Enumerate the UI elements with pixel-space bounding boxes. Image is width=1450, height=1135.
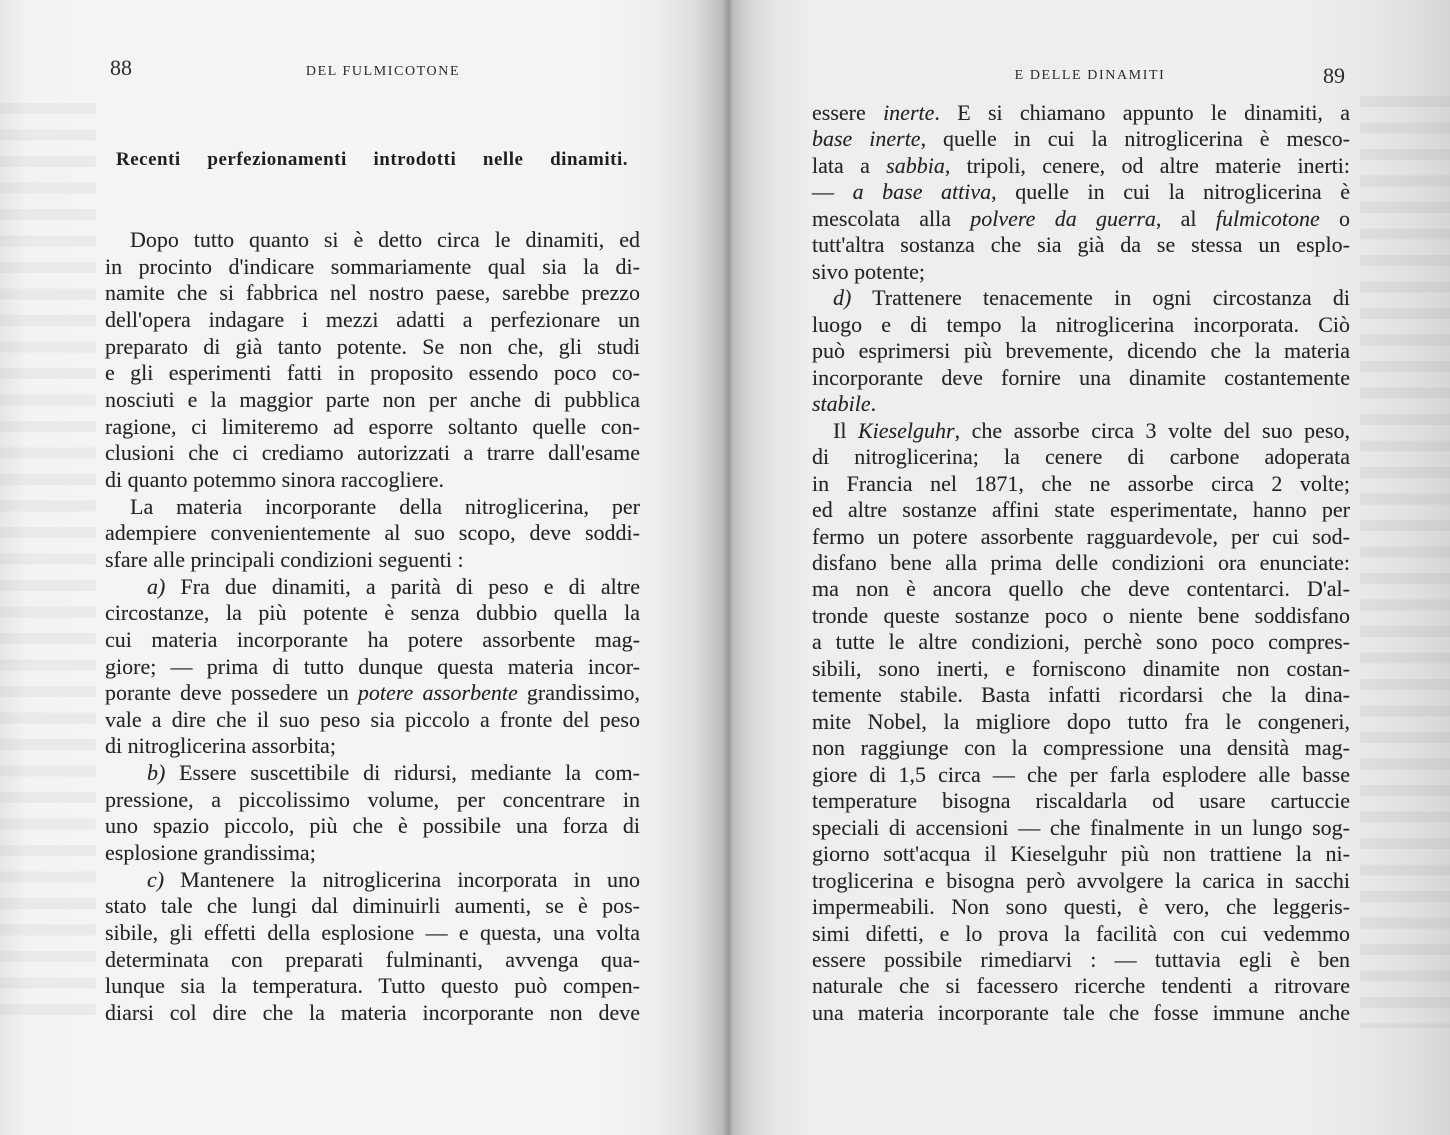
line-text: namite che si fabbrica nel nostro paese, sarebbe prezzo	[105, 280, 640, 306]
text-line	[812, 603, 1350, 629]
line-text: una materia incorporante tale che fosse immune anche	[812, 999, 1350, 1025]
line-text: determinata con preparati fulminanti, avvenga qua-	[105, 946, 640, 972]
italic-text: stabile	[812, 391, 871, 417]
text-line	[812, 179, 1350, 205]
continued-paragraph	[812, 100, 1350, 285]
text-line	[812, 921, 1350, 947]
line-text: Essere suscettibile di ridursi, mediante la com-	[165, 760, 640, 786]
text-line	[812, 497, 1350, 523]
line-text: o	[1319, 205, 1350, 231]
text-line	[812, 576, 1350, 602]
line-text: speciali di accensioni — che finalmente in un lungo sog-	[812, 814, 1350, 840]
page-number: 88	[110, 55, 132, 80]
line-text: incorporante deve fornire una dinamite costantemente	[812, 364, 1350, 390]
line-text: temperature bisogna riscaldarla od usare cartuccie	[812, 788, 1350, 814]
condition-item	[105, 867, 640, 1027]
line-text: non raggiunge con la compressione una densità mag-	[812, 735, 1350, 761]
line-text: di nitroglicerina assorbita;	[105, 733, 336, 759]
line-text: disfano bene alla prima delle condizioni ora enunciate:	[812, 549, 1350, 575]
line-text: simi difetti, e lo prova la facilità con cui vedemmo	[812, 920, 1350, 946]
paragraph	[105, 227, 640, 494]
line-text: impermeabili. Non sono questi, è vero, che leggeris-	[812, 894, 1350, 920]
line-text: Il	[833, 417, 858, 443]
text-line	[812, 815, 1350, 841]
italic-text: a base attiva	[852, 179, 992, 205]
text-line	[105, 920, 640, 947]
line-text: ragione, ci limiteremo ad esporre soltanto quelle con-	[105, 413, 640, 439]
text-column	[105, 227, 640, 1027]
line-text: dell'opera indagare i mezzi adatti a perfezionare un	[105, 306, 640, 332]
paragraph	[105, 494, 640, 574]
text-line	[812, 762, 1350, 788]
text-line	[812, 365, 1350, 391]
line-text: .	[870, 391, 877, 417]
line-text: , tripoli, cenere, od altre materie inerti:	[944, 152, 1350, 178]
text-line	[812, 629, 1350, 655]
condition-item	[105, 574, 640, 761]
line-text: nosciuti e la maggior parte non per anche di pubblica	[105, 386, 640, 412]
line-text: sivo potente;	[812, 258, 926, 284]
condition-item	[105, 760, 640, 867]
line-text: , al	[1155, 205, 1216, 231]
text-line	[812, 550, 1350, 576]
text-line	[105, 520, 640, 547]
text-line	[812, 232, 1350, 258]
text-column	[812, 100, 1350, 1026]
line-text: —	[812, 179, 853, 205]
page-number: 89	[1323, 63, 1345, 88]
text-line	[105, 733, 640, 760]
line-text: , quelle in cui la nitroglicerina è mesco-	[920, 126, 1350, 152]
line-text: tutt'altra sostanza che sia già da se stessa un esplo-	[812, 232, 1350, 258]
text-line	[105, 1000, 640, 1027]
line-text: , che assorbe circa 3 volte del suo peso,	[954, 417, 1350, 443]
text-line	[105, 760, 640, 787]
italic-text: inerte	[883, 100, 935, 125]
italic-text: a)	[147, 573, 166, 599]
line-text: in Francia nel 1871, che ne assorbe circa 2 volte;	[812, 470, 1350, 496]
line-text: e gli esperimenti fatti in proposito essendo poco co-	[105, 360, 640, 386]
text-line	[812, 471, 1350, 497]
text-line	[812, 285, 1350, 311]
line-text: esplosione grandissima;	[105, 840, 316, 866]
line-text: sfare alle principali condizioni seguenti :	[105, 546, 464, 572]
italic-text: fulmicotone	[1215, 205, 1320, 231]
line-text: preparato di già tanto potente. Se non che, gli studi	[105, 333, 640, 359]
text-line	[812, 841, 1350, 867]
line-text: in procinto d'indicare sommariamente qual sia la di-	[105, 253, 640, 279]
italic-text: b)	[147, 760, 166, 786]
line-text: La materia incorporante della nitroglicerina, per	[130, 493, 640, 519]
text-line	[105, 547, 640, 574]
text-line	[812, 418, 1350, 444]
line-text: grandissimo,	[517, 680, 640, 706]
line-text: sibili, sono inerti, e forniscono dinamite non costan-	[812, 655, 1350, 681]
text-line	[105, 334, 640, 361]
text-line	[105, 254, 640, 281]
text-line	[812, 391, 1350, 417]
text-line	[812, 206, 1350, 232]
text-line	[812, 656, 1350, 682]
text-line	[105, 787, 640, 814]
text-line	[105, 227, 640, 254]
text-line	[812, 709, 1350, 735]
text-line	[812, 947, 1350, 973]
text-line	[812, 524, 1350, 550]
line-text: sibile, gli effetti della esplosione — e questa, una volta	[105, 920, 640, 946]
text-line	[812, 126, 1350, 152]
line-text: giore di 1,5 circa — che per farla esplodere alle basse	[812, 761, 1350, 787]
italic-text: potere assorbente	[357, 680, 518, 706]
line-text: luogo e di tempo la nitroglicerina incorporata. Ciò	[812, 311, 1350, 337]
book-gutter-shadow	[724, 0, 732, 1135]
text-line	[812, 682, 1350, 708]
text-line	[105, 440, 640, 467]
line-text: mite Nobel, la migliore dopo tutto fra le congeneri,	[812, 708, 1350, 734]
text-line	[812, 735, 1350, 761]
text-line	[105, 947, 640, 974]
line-text: ed altre sostanze affini state esperimentate, hanno per	[812, 497, 1350, 523]
line-text: fermo un potere assorbente ragguardevole, per cui sod-	[812, 523, 1350, 549]
italic-text: c)	[147, 866, 165, 892]
section-heading: Recenti perfezionamenti introdotti nelle dinamiti.	[116, 149, 628, 170]
line-text: essere possibile rimediarvi : — tuttavia egli è ben	[812, 947, 1350, 972]
line-text: cui materia incorporante ha potere assorbente mag-	[105, 626, 640, 652]
line-text: adempiere convenientemente al suo scopo, deve soddi-	[105, 520, 640, 546]
line-text: temente stabile. Basta infatti ricordarsi che la dina-	[812, 682, 1350, 708]
condition-item	[812, 285, 1350, 417]
text-line	[105, 627, 640, 654]
line-text: , quelle in cui la nitroglicerina è	[991, 179, 1350, 205]
running-head: E DELLE DINAMITI	[1014, 68, 1166, 83]
text-line	[105, 494, 640, 521]
text-line	[105, 414, 640, 441]
text-line	[105, 867, 640, 894]
line-text: Dopo tutto quanto si è detto circa le dinamiti, ed	[130, 227, 640, 252]
text-line	[812, 868, 1350, 894]
text-line	[105, 360, 640, 387]
text-line	[105, 387, 640, 414]
line-text: giore; — prima di tutto dunque questa materia incor-	[105, 653, 640, 679]
line-text: porante deve possedere un	[105, 680, 358, 706]
line-text: vale a dire che il suo peso sia piccolo a fronte del peso	[105, 706, 640, 732]
line-text: può esprimersi più brevemente, dicendo che la materia	[812, 338, 1350, 364]
paragraph	[812, 418, 1350, 1027]
text-line	[105, 280, 640, 307]
running-head: DEL FULMICOTONE	[305, 64, 461, 79]
italic-text: polvere da guerra	[970, 205, 1156, 231]
line-text: troglicerina e bisogna però avvolgere la carica in sacchi	[812, 867, 1350, 893]
line-text: uno spazio piccolo, più che è possibile una forza di	[105, 813, 640, 839]
line-text: Fra due dinamiti, a parità di peso e di altre	[165, 573, 640, 599]
line-text: lunque sia la temperatura. Tutto questo può compen-	[105, 973, 640, 999]
text-line	[105, 973, 640, 1000]
line-text: lata a	[812, 152, 887, 178]
text-line	[812, 894, 1350, 920]
line-text: pressione, a piccolissimo volume, per concentrare in	[105, 786, 640, 812]
line-text: . E si chiamano appunto le dinamiti, a	[934, 100, 1350, 125]
line-text: di quanto potemmo sinora raccogliere.	[105, 466, 445, 492]
text-line	[105, 654, 640, 681]
text-line	[812, 338, 1350, 364]
line-text: tronde queste sostanze poco o niente bene soddisfano	[812, 602, 1350, 628]
text-line	[105, 840, 640, 867]
line-text: ma non è ancora quello che deve contentarci. D'al-	[812, 576, 1350, 602]
line-text: giorno sott'acqua il Kieselguhr più non trattiene la ni-	[812, 841, 1350, 867]
line-text: stato tale che lungi dal diminuirli aumenti, se è pos-	[105, 893, 640, 919]
line-text: a tutte le altre condizioni, perchè sono poco compres-	[812, 629, 1350, 655]
text-line	[105, 680, 640, 707]
text-line	[105, 307, 640, 334]
line-text: diarsi col dire che la materia incorporante non deve	[105, 1000, 640, 1026]
line-text: essere	[812, 100, 884, 125]
italic-text: d)	[833, 285, 852, 311]
text-line	[105, 574, 640, 601]
line-text: circostanze, la più potente è senza dubbio quella la	[105, 600, 640, 626]
line-text: Mantenere la nitroglicerina incorporata in uno	[164, 866, 640, 892]
text-line	[812, 788, 1350, 814]
line-text: Trattenere tenacemente in ogni circostanza di	[851, 285, 1350, 311]
line-text: naturale che si facessero ricerche tendenti a ritrovare	[812, 973, 1350, 999]
text-line	[812, 312, 1350, 338]
text-line	[105, 467, 640, 494]
text-line	[812, 444, 1350, 470]
text-line	[812, 973, 1350, 999]
text-line	[105, 600, 640, 627]
line-text: mescolata alla	[812, 205, 971, 231]
text-line	[105, 813, 640, 840]
text-line	[105, 893, 640, 920]
line-text: di nitroglicerina; la cenere di carbone adoperata	[812, 444, 1350, 470]
text-line	[812, 259, 1350, 285]
italic-text: base inerte	[812, 126, 921, 152]
text-line	[812, 153, 1350, 179]
italic-text: sabbia	[886, 152, 945, 178]
text-line	[105, 707, 640, 734]
line-text: clusioni che ci crediamo autorizzati a trarre dall'esame	[105, 440, 640, 466]
text-line	[812, 100, 1350, 126]
italic-text: Kieselguhr	[858, 417, 955, 443]
text-line	[812, 1000, 1350, 1026]
